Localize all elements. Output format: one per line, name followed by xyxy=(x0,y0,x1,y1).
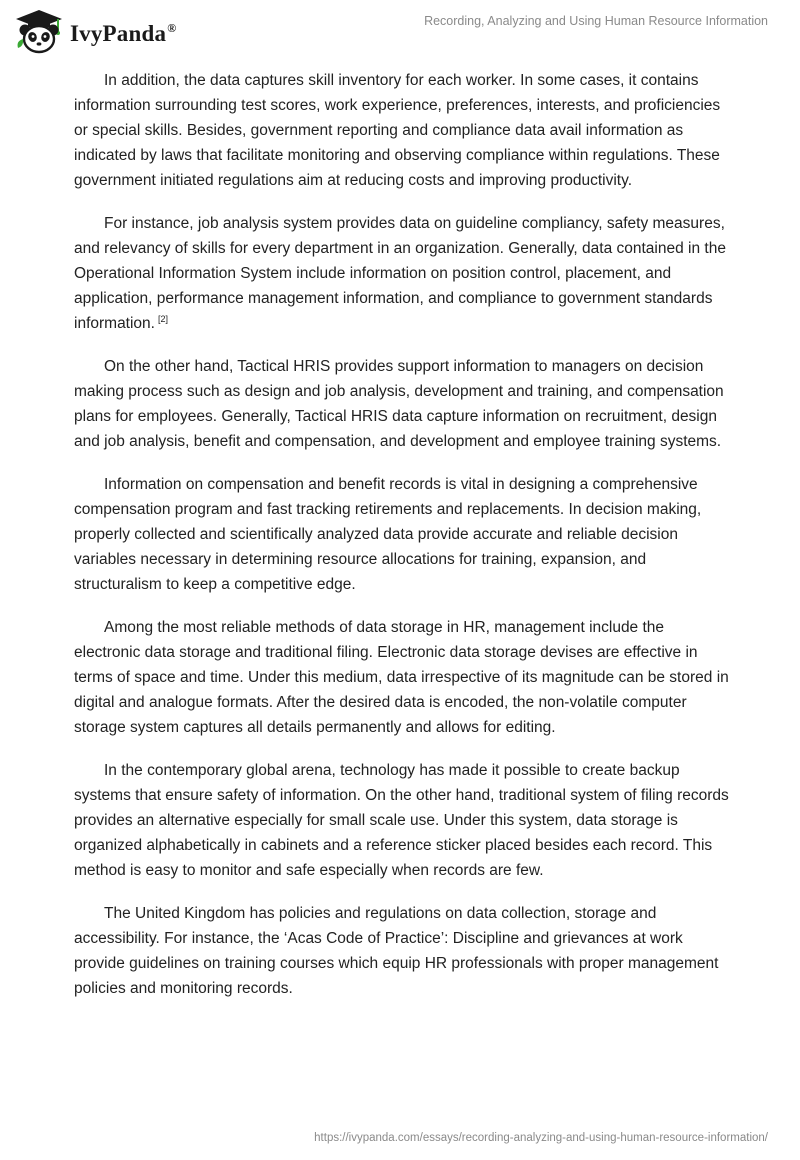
page-header xyxy=(0,0,800,60)
brand-name: IvyPanda® xyxy=(70,21,177,46)
source-url[interactable]: https://ivypanda.com/essays/recording-analyzing-and-using-human-resource-information/ xyxy=(314,1132,768,1144)
paragraph: In addition, the data captures skill inventory for each worker. In some cases, it contains information surrounding test scores, work experience, preferences, interests, and proficiencies or special skills. Besides, government reporting and compliance data avail information as indicated by laws that facilitate monitoring and observing compliance within regulations. These government initiated regulations aim at reducing costs and improving productivity. xyxy=(74,72,721,189)
document-title: Recording, Analyzing and Using Human Resource Information xyxy=(424,14,768,28)
citation-link[interactable]: [2] xyxy=(157,313,168,324)
paragraph: In the contemporary global arena, technology has made it possible to create backup systems that ensure safety of information. On the other hand, traditional system of filing records provides an alternative especially for small scale use. Under this system, data storage is organized alphabetically in cabinets and a reference sticker placed besides each record. This method is easy to monitor and safe especially when records are few. xyxy=(74,762,729,879)
registered-mark: ® xyxy=(167,21,177,36)
paragraph: The United Kingdom has policies and regulations on data collection, storage and accessibility. For instance, the ‘Acas Code of Practice’: Discipline and grievances at work provide guidelines on training courses which equip HR professionals with proper management policies and monitoring records. xyxy=(74,905,719,997)
panda-graduate-icon xyxy=(14,8,64,56)
paragraph: On the other hand, Tactical HRIS provides support information to managers on decision making process such as design and job analysis, development and training, and compensation plans for employees. Generally, Tactical HRIS data capture information on recruitment, design and job analysis, benefit and compensation, and development and employee training systems. xyxy=(74,358,724,450)
paragraph-text: For instance, job analysis system provides data on guideline compliancy, safety measures, and relevancy of skills for every department in an organization. Generally, data contained in the Operational Information System include information on position control, placement, and application, performance management information, and compliance to government standards information. xyxy=(74,215,726,332)
paragraph xyxy=(74,211,734,336)
ivypanda-logo[interactable] xyxy=(14,8,176,56)
paragraph: Information on compensation and benefit records is vital in designing a comprehensive compensation program and fast tracking retirements and replacements. In decision making, properly collected and scientifically analyzed data provide accurate and reliable decision variables necessary in determining resource allocations for training, expansion, and structuralism to keep a competitive edge. xyxy=(74,476,702,593)
essay-body xyxy=(74,68,734,1019)
paragraph: Among the most reliable methods of data storage in HR, management include the electronic data storage and traditional filing. Electronic data storage devises are effective in terms of space and time. Under this medium, data irrespective of its magnitude can be stored in digital and analogue formats. After the desired data is encoded, the non-volatile computer storage system captures all details permanently and allows for editing. xyxy=(74,619,729,736)
